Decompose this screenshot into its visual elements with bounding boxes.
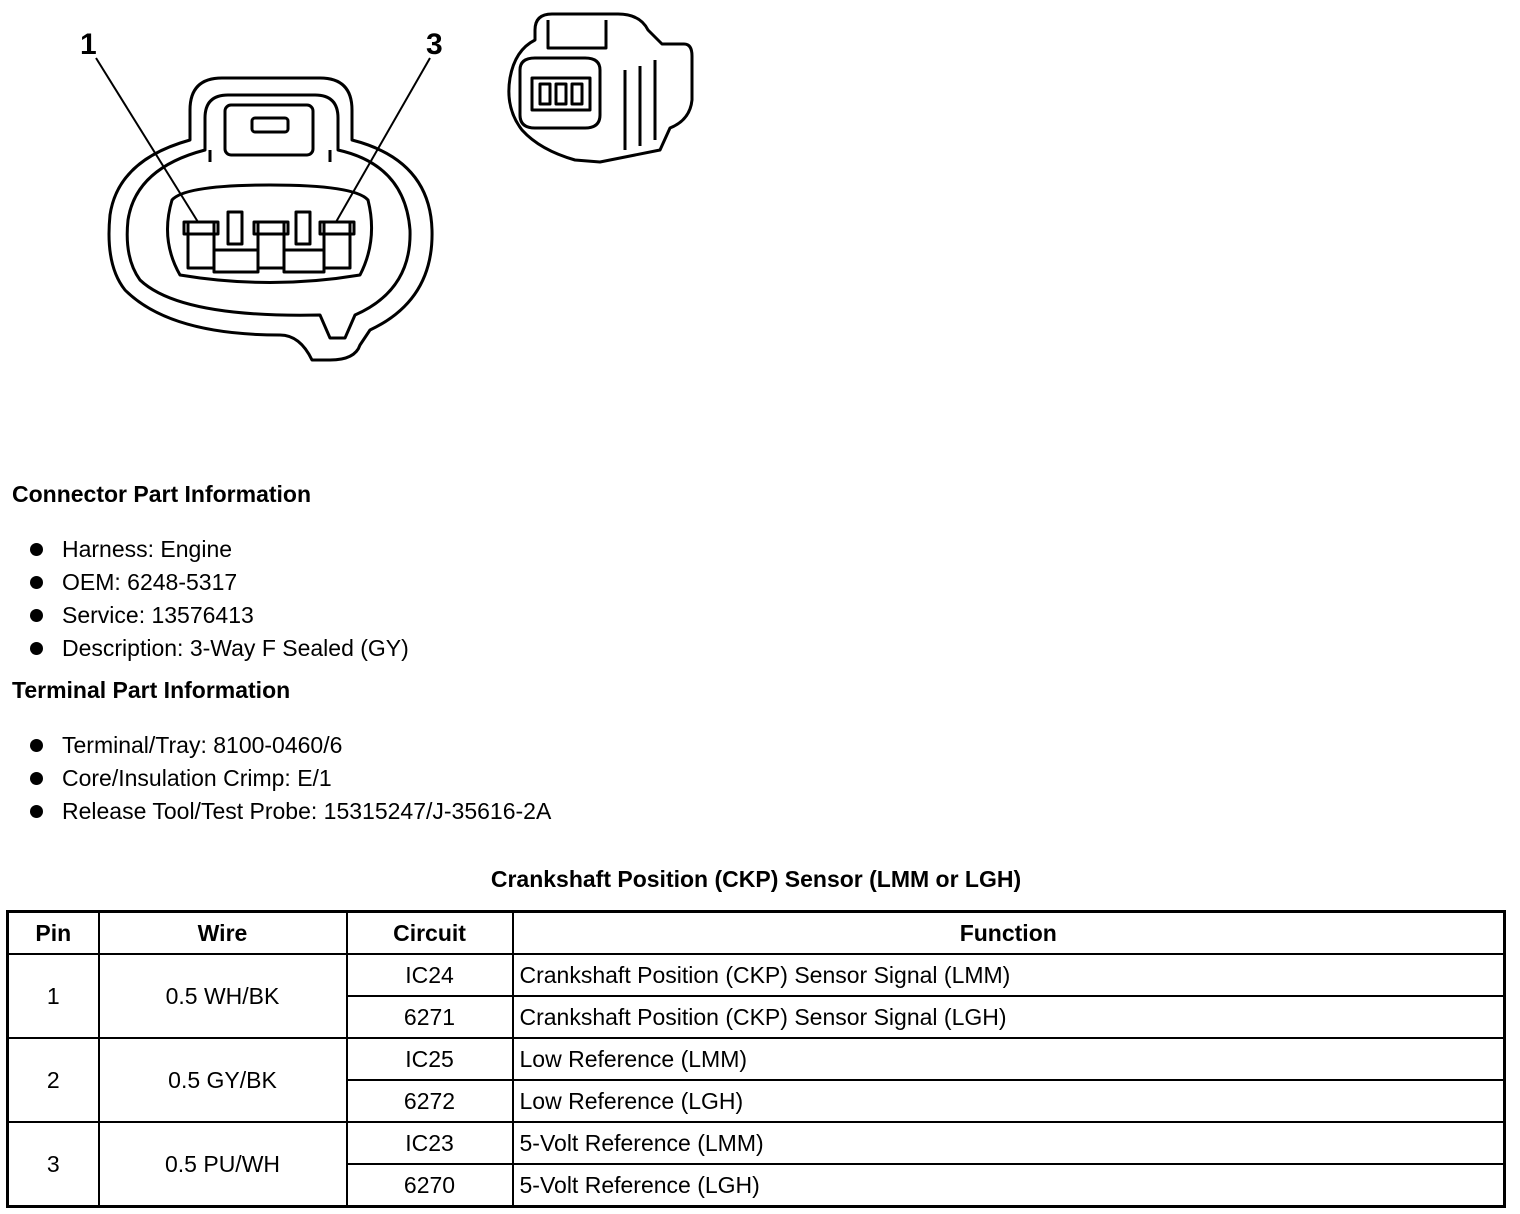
- table-row: [8, 954, 1505, 996]
- terminal-part-info-list: [28, 729, 551, 828]
- callout-1-leader: [96, 58, 198, 222]
- callout-1-label: 1: [80, 28, 97, 61]
- connector-latch: [225, 105, 313, 155]
- connector-outer-body: [109, 78, 432, 360]
- bullet-icon: [30, 609, 43, 622]
- pin-1-terminal: [188, 222, 214, 268]
- column-header-function: Function: [513, 912, 1505, 955]
- function-cell: 5-Volt Reference (LMM): [513, 1122, 1505, 1164]
- wire-cell: 0.5 PU/WH: [99, 1122, 347, 1207]
- function-cell: 5-Volt Reference (LGH): [513, 1164, 1505, 1207]
- pin-cell: 2: [8, 1038, 99, 1122]
- list-item: Harness: Engine: [28, 533, 409, 566]
- wire-cell: 0.5 GY/BK: [99, 1038, 347, 1122]
- list-item: Service: 13576413: [28, 599, 409, 632]
- bullet-icon: [30, 772, 43, 785]
- table-header-row: [8, 912, 1505, 955]
- table-row: [8, 1038, 1505, 1080]
- bullet-icon: [30, 543, 43, 556]
- terminal-part-info-heading: Terminal Part Information: [12, 677, 291, 703]
- connector-part-info-heading: Connector Part Information: [12, 481, 312, 507]
- circuit-cell: IC24: [347, 954, 513, 996]
- callout-3-leader: [336, 58, 430, 222]
- list-item: Core/Insulation Crimp: E/1: [28, 762, 551, 795]
- function-cell: Crankshaft Position (CKP) Sensor Signal (LGH): [513, 996, 1505, 1038]
- pinout-table-title: Crankshaft Position (CKP) Sensor (LMM or LGH): [490, 866, 1022, 892]
- connector-part-info-list: [28, 533, 409, 665]
- circuit-cell: 6272: [347, 1080, 513, 1122]
- pin-2-terminal: [258, 222, 284, 268]
- table-row: [8, 1122, 1505, 1164]
- function-cell: Low Reference (LGH): [513, 1080, 1505, 1122]
- pin-cell: 3: [8, 1122, 99, 1207]
- circuit-cell: IC25: [347, 1038, 513, 1080]
- bullet-icon: [30, 805, 43, 818]
- list-item: Release Tool/Test Probe: 15315247/J-35616-2A: [28, 795, 551, 828]
- list-item: Terminal/Tray: 8100-0460/6: [28, 729, 551, 762]
- list-item: OEM: 6248-5317: [28, 566, 409, 599]
- function-cell: Crankshaft Position (CKP) Sensor Signal (LMM): [513, 954, 1505, 996]
- column-header-wire: Wire: [99, 912, 347, 955]
- connector-illustration: [0, 0, 720, 380]
- pinout-table: [6, 910, 1506, 1208]
- wire-cell: 0.5 WH/BK: [99, 954, 347, 1038]
- list-item: Description: 3-Way F Sealed (GY): [28, 632, 409, 665]
- column-header-pin: Pin: [8, 912, 99, 955]
- bullet-icon: [30, 642, 43, 655]
- circuit-cell: 6271: [347, 996, 513, 1038]
- pin-cell: 1: [8, 954, 99, 1038]
- circuit-cell: IC23: [347, 1122, 513, 1164]
- bullet-icon: [30, 739, 43, 752]
- connector-perspective-view: [509, 14, 692, 162]
- column-header-circuit: Circuit: [347, 912, 513, 955]
- pin-3-terminal: [324, 222, 350, 268]
- bullet-icon: [30, 576, 43, 589]
- function-cell: Low Reference (LMM): [513, 1038, 1505, 1080]
- circuit-cell: 6270: [347, 1164, 513, 1207]
- callout-3-label: 3: [426, 28, 443, 61]
